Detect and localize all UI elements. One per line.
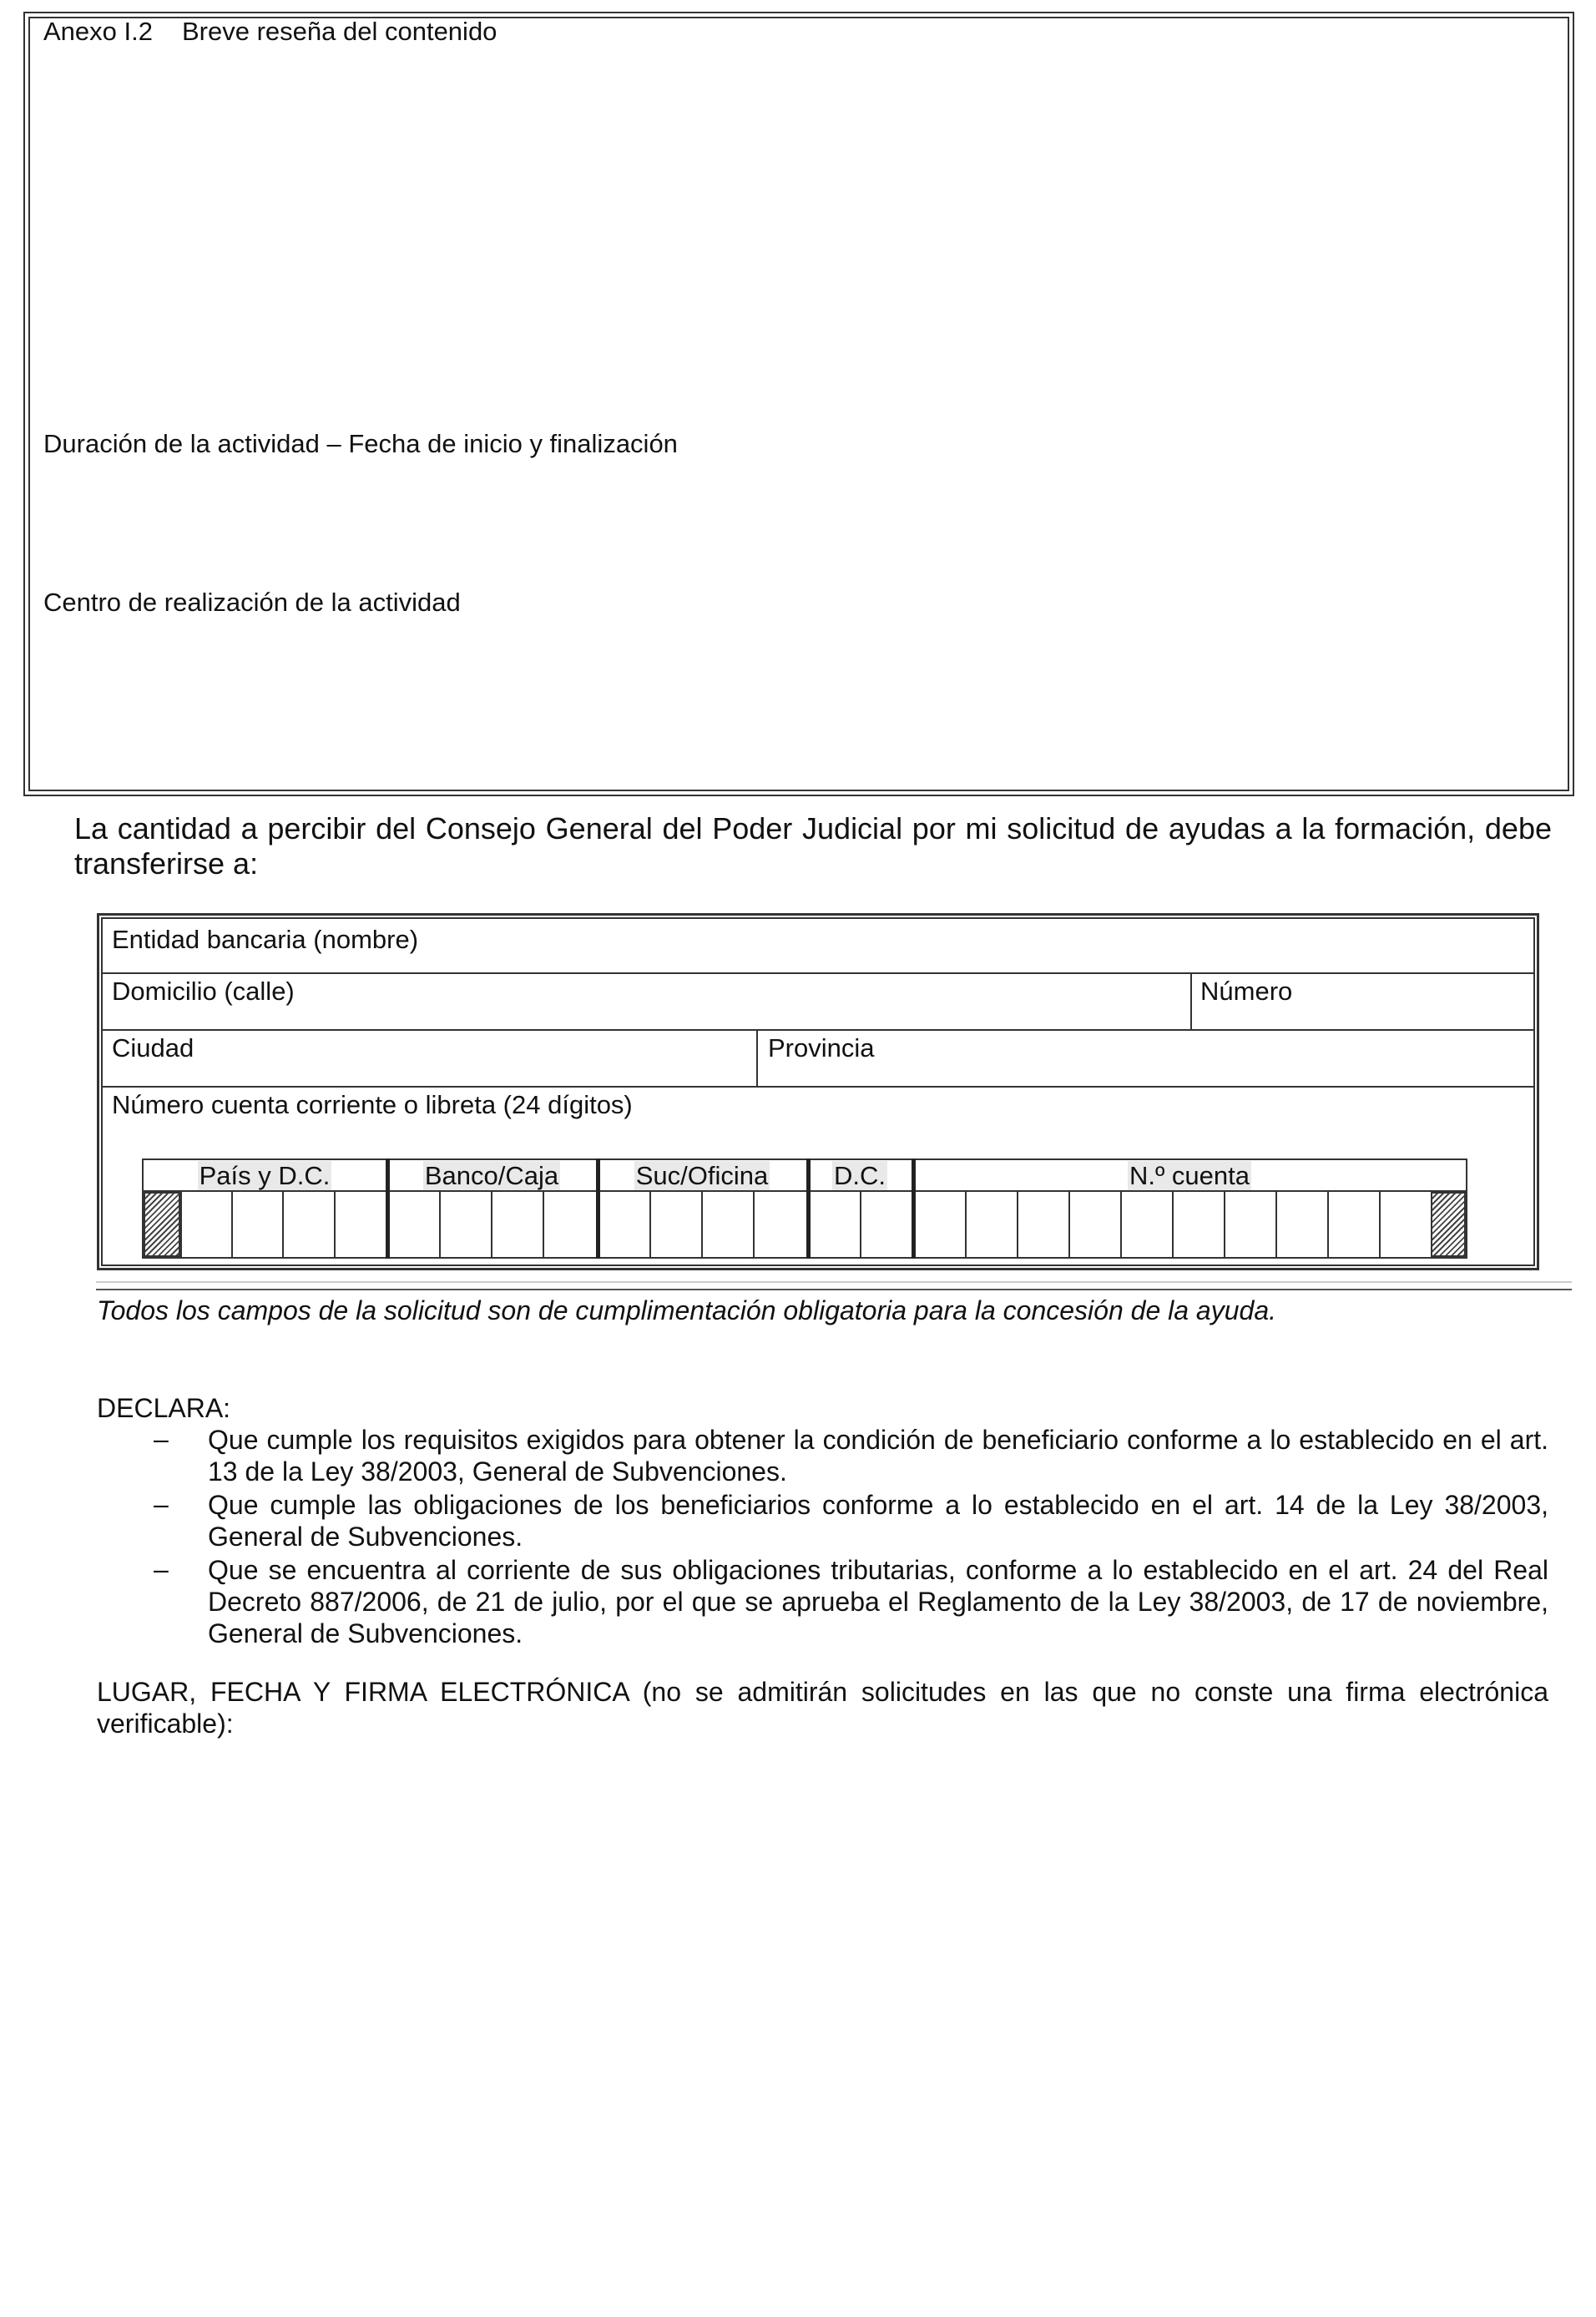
declara-item-text: Que cumple los requisitos exigidos para obtener la condición de beneficiario conforme a lo establecido en el art. 13 de la Ley 38/2003, General de Subvenciones. <box>208 1425 1548 1487</box>
footnote-rule-light <box>96 1281 1572 1283</box>
cuenta-label: Número cuenta corriente o libreta (24 dígitos) <box>112 1090 633 1119</box>
signature-instructions: LUGAR, FECHA Y FIRMA ELECTRÓNICA (no se admitirán solicitudes en las que no conste una firma electrónica verificable): <box>97 1677 1548 1739</box>
digit-cell-divider <box>1327 1190 1329 1259</box>
digit-cell-divider <box>439 1190 441 1259</box>
numero-field[interactable]: Número <box>1200 977 1293 1006</box>
digit-cell-divider <box>965 1190 967 1259</box>
digit-cell-divider <box>860 1190 861 1259</box>
digit-cell-divider <box>649 1190 651 1259</box>
anexo-title: Breve reseña del contenido <box>182 17 497 46</box>
grid-group-divider <box>596 1158 600 1259</box>
digit-cell-divider <box>1172 1190 1174 1259</box>
digit-cell-divider <box>1379 1190 1381 1259</box>
digit-cell-divider <box>1431 1190 1432 1259</box>
duracion-label: Duración de la actividad – Fecha de inicio y finalización <box>43 429 678 458</box>
footnote-rule <box>96 1289 1572 1290</box>
digit-cell-divider <box>1120 1190 1122 1259</box>
digit-cell-divider <box>1224 1190 1225 1259</box>
digit-cell-divider <box>231 1190 233 1259</box>
grid-header-sucursal: Suc/Oficina <box>635 1161 769 1190</box>
provincia-field[interactable]: Provincia <box>768 1033 875 1063</box>
grid-group-divider <box>386 1158 390 1259</box>
digit-cell-divider <box>282 1190 284 1259</box>
grid-group-divider <box>806 1158 811 1259</box>
digit-cell-divider <box>701 1190 703 1259</box>
digit-cell-divider <box>1275 1190 1277 1259</box>
digit-cell-divider <box>180 1190 182 1259</box>
declara-item-text: Que cumple las obligaciones de los beneficiarios conforme a lo establecido en el art. 14 de la Ley 38/2003, General de Subvenciones. <box>208 1490 1548 1552</box>
declara-item-text: Que se encuentra al corriente de sus obligaciones tributarias, conforme a lo establecido en el art. 24 del Real Decreto 887/2006, de 21 de julio, por el que se aprueba el Reglamento de la Ley 38/2003, de 17 de noviembre, General de Subvenciones. <box>208 1555 1548 1648</box>
hatched-cell <box>1431 1192 1466 1257</box>
dash-bullet: – <box>154 1489 169 1519</box>
bank-col-divider <box>756 1029 758 1086</box>
dash-bullet: – <box>154 1554 169 1584</box>
grid-header-dc: D.C. <box>834 1161 886 1190</box>
declara-heading: DECLARA: <box>97 1393 231 1423</box>
hatched-cell <box>144 1192 180 1257</box>
account-grid-digits <box>142 1190 1467 1259</box>
grid-header-pais: País y D.C. <box>199 1161 331 1190</box>
grid-header-banco: Banco/Caja <box>424 1161 559 1190</box>
bank-row-divider <box>101 1029 1535 1031</box>
domicilio-field[interactable]: Domicilio (calle) <box>112 977 295 1006</box>
entidad-field[interactable]: Entidad bancaria (nombre) <box>112 925 419 954</box>
intro-paragraph: La cantidad a percibir del Consejo General del Poder Judicial por mi solicitud de ayudas a la formación, debe transferirse a: <box>74 811 1552 881</box>
digit-cell-divider <box>334 1190 336 1259</box>
digit-cell-divider <box>1017 1190 1018 1259</box>
mandatory-fields-note: Todos los campos de la solicitud son de cumplimentación obligatoria para la concesión de la ayuda. <box>97 1295 1276 1325</box>
digit-cell-divider <box>543 1190 544 1259</box>
dash-bullet: – <box>154 1424 169 1454</box>
digit-cell-divider <box>753 1190 755 1259</box>
bank-row-divider <box>101 1086 1535 1088</box>
digit-cell-divider <box>1068 1190 1070 1259</box>
grid-header-cuenta: N.º cuenta <box>1129 1161 1250 1190</box>
anexo-code: Anexo I.2 <box>43 17 153 46</box>
digit-cell-divider <box>491 1190 492 1259</box>
anexo-box-inner-border <box>28 17 1569 791</box>
bank-row-divider <box>101 972 1535 974</box>
bank-col-divider <box>1190 972 1192 1029</box>
centro-label: Centro de realización de la actividad <box>43 588 461 617</box>
ciudad-field[interactable]: Ciudad <box>112 1033 194 1063</box>
grid-group-divider <box>912 1158 916 1259</box>
